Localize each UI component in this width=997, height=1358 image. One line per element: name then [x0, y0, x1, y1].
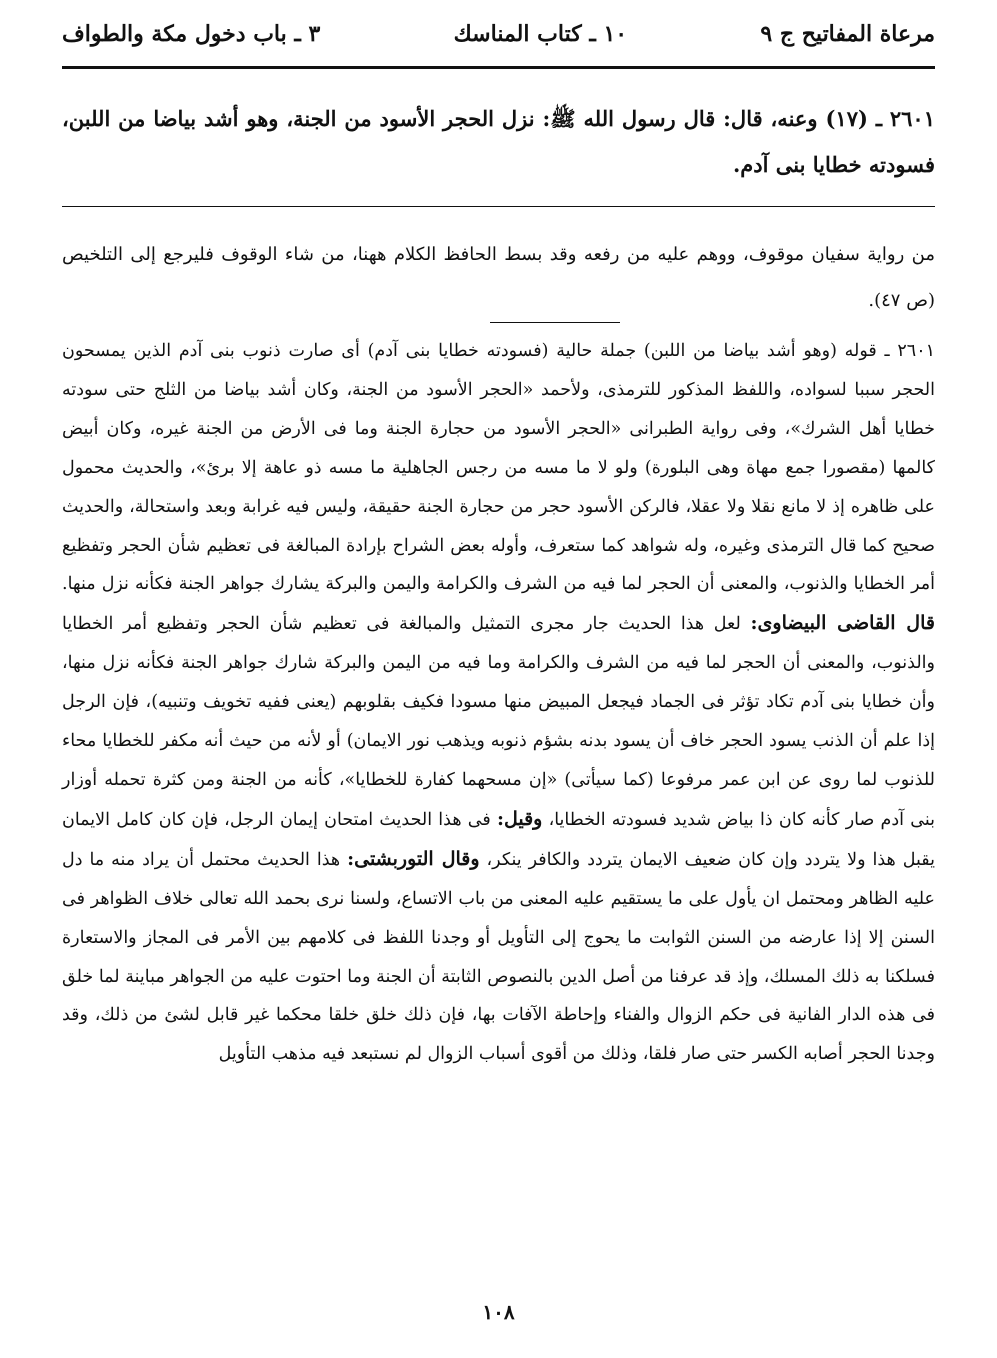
footnote-divider: [490, 322, 620, 323]
header-divider: [62, 66, 935, 69]
qila-label: وقيل:: [496, 807, 543, 830]
commentary-paragraph: [62, 332, 935, 1074]
header-chapter-title: ١٠ ـ كتاب المناسك: [453, 21, 628, 47]
commentary-part-4: هذا الحديث محتمل أن يراد منه ما دل عليه الظاهر ومحتمل ان يأول على ما يستقيم عليه المعنى من باب الاتساع، ولسنا نرى بحمد الله تعالى خلاف الظواهر فى السنن إلا إذا عارضه من السنن الثوابت ما يحوج إلى التأويل أو وجدنا اللفظ فى كلامهم بين الأمر فى المجاز والاستعارة فسلكنا به ذلك المسلك، وإذ قد عرفنا من أصل الدين بالنصوص الثابتة أن الجنة وما احتوت عليه من الجواهر مباينة لما خلق فى هذه الدار الفانية فى حكم الزوال والفناء وإحاطة الآفات بها، فإن ذلك خلق خلقا محكما غير قابل لشئ من ذلك، وقد وجدنا الحجر أصابه الكسر حتى صار فلقا، وذلك من أقوى أسباب الزوال لم نستبعد فيه مذهب التأويل: [62, 849, 935, 1065]
hadith-text: ٢٦٠١ ـ (١٧) وعنه، قال: قال رسول الله ﷺ: نزل الحجر الأسود من الجنة، وهو أشد بياضا من اللبن، فسودته خطايا بنى آدم.: [62, 106, 935, 177]
page-number: ١٠٨: [482, 1300, 515, 1324]
running-header: [62, 12, 935, 56]
qadi-baydawi-label: قال القاضى البيضاوى:: [750, 612, 935, 635]
header-book-title: مرعاة المفاتيح ج ٩: [760, 21, 935, 47]
commentary-part-1: ٢٦٠١ ـ قوله (وهو أشد بياضا من اللبن) جملة حالية (فسودته خطايا بنى آدم) أى صارت ذنوب بنى آدم الذين يمسحون الحجر سببا لسواده، واللفظ المذكور للترمذى، ولأحمد «الحجر الأسود من الجنة، وكان أشد بياضا من الثلج حتى سودته خطايا أهل الشرك»، وفى رواية الطبرانى «الحجر الأسود من حجارة الجنة وما فى الأرض من الجنة غيره، وكان أبيض كالمها (مقصورا جمع مهاة وهى البلورة) ولو لا ما مسه من رجس الجاهلية ما مسه ذو عاهة إلا برئ»، والحديث محمول على ظاهره إذ لا مانع نقلا ولا عقلا، فالركن الأسود حجر من حجارة الجنة حقيقة، وليس فيه غرابة وبعد واستحالة، والحديث صحيح كما قال الترمذى وغيره، وله شواهد كما ستعرف، وأوله بعض الشراح بإرادة المبالغة فى تعظيم شأن الحجر وتفظيع أمر الخطايا والذنوب، والمعنى أن الحجر لما فيه من الشرف والكرامة واليمن والبركة يشارك جواهر الجنة فكأنه نزل منها.: [62, 341, 935, 595]
footnote-text: من رواية سفيان موقوف، ووهم عليه من رفعه وقد بسط الحافظ الكلام ههنا، من شاء الوقوف فليرجع إلى التلخيص (ص ٤٧).: [62, 244, 935, 311]
commentary-part-3: فى هذا الحديث امتحان إيمان الرجل، فإن كان كامل الايمان يقبل هذا ولا يتردد وإن كان ضعيف الايمان يتردد والكافر ينكر،: [62, 809, 935, 870]
commentary-body: [62, 332, 935, 1074]
header-section-title: ٣ ـ باب دخول مكة والطواف: [62, 21, 321, 47]
commentary-part-2: لعل هذا الحديث جار مجرى التمثيل والمبالغة فى تعظيم شأن الحجر وتفظيع أمر الخطايا والذنوب، والمعنى أن الحجر لما فيه من الشرف والكرامة وما فيه من اليمن والبركة شارك جواهر الجنة فكأنه نزل منها، وأن خطايا بنى آدم تكاد تؤثر فى الجماد فيجعل المبيض منها مسودا فكيف بقلوبهم (يعنى ففيه تخويف وتنبيه)، فإن الرجل إذا علم أن الذنب يسود الحجر خاف أن يسود بدنه بشؤم ذنوبه ويذهب نور الايمان) أو لأنه من حيث أنه مكفر للخطايا محاء للذنوب لما روى عن ابن عمر مرفوعا (كما سيأتى) «إن مسحهما كفارة للخطايا»، كأنه من الجنة ومن كثرة تحمله أوزار بنى آدم صار كأنه كان ذا بياض شديد فسودته الخطايا،: [62, 614, 935, 830]
hadith-divider: [62, 206, 935, 207]
turbashti-label: وقال التوربشتى:: [347, 847, 480, 870]
